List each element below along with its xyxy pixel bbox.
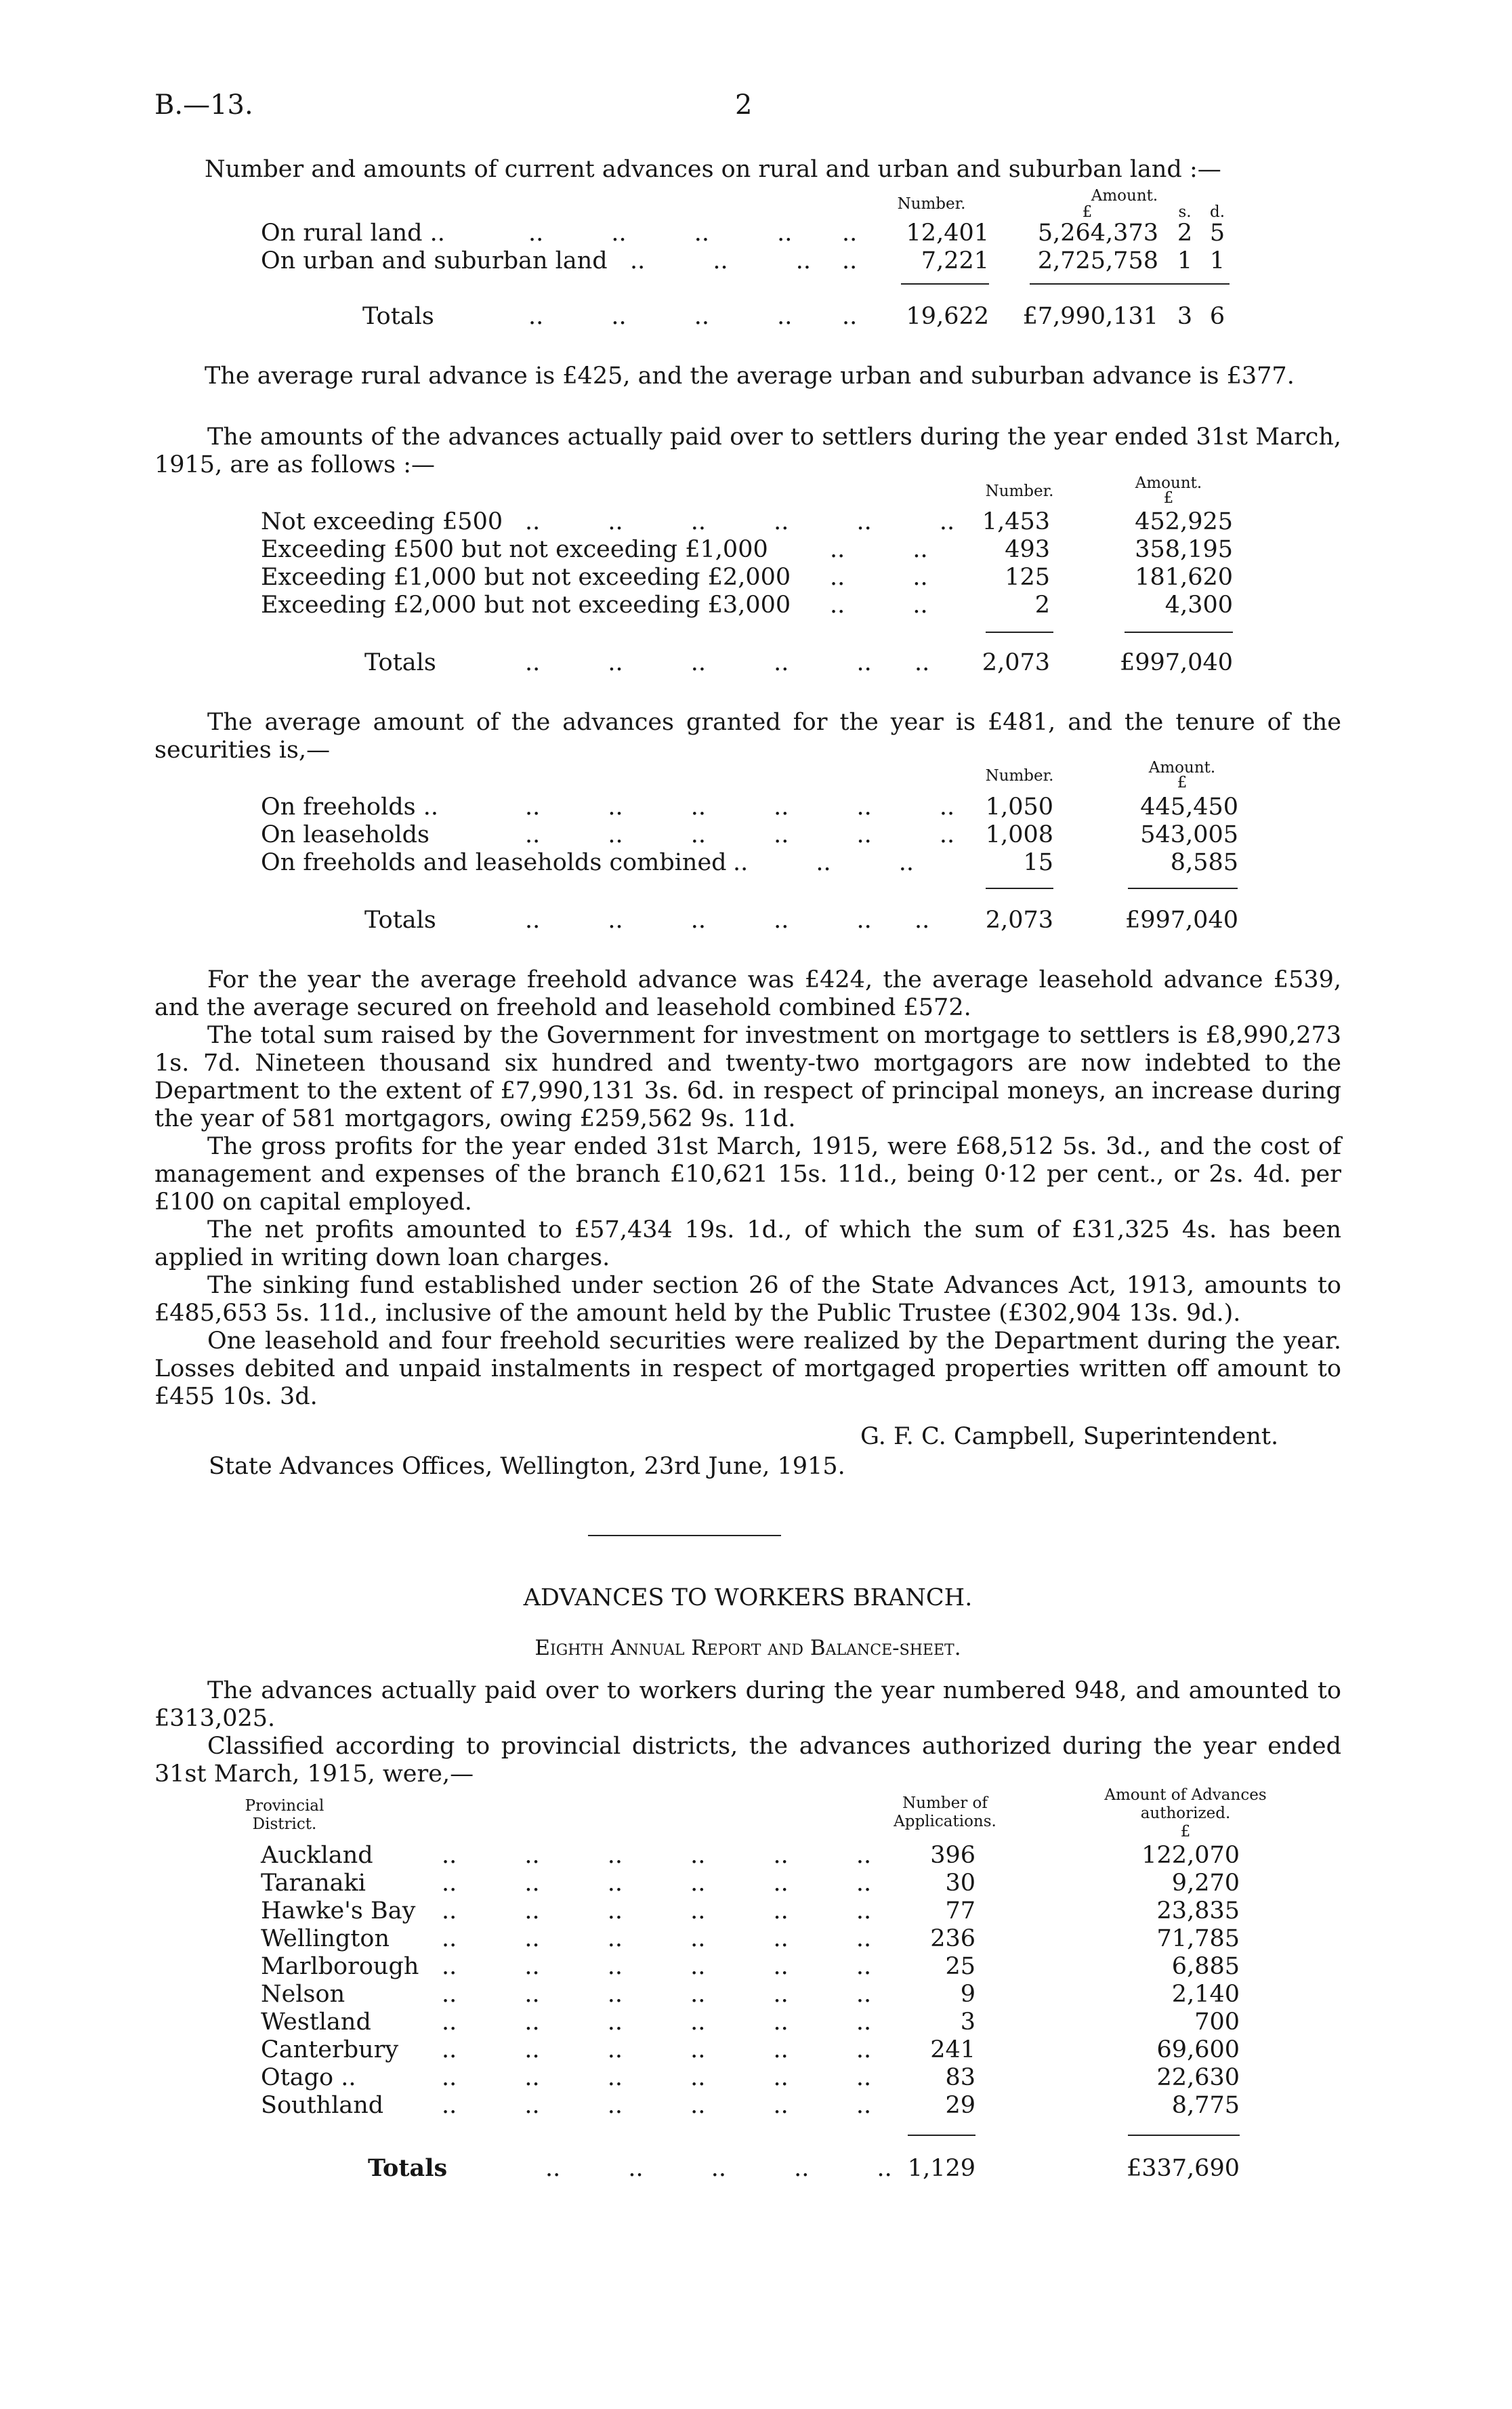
col-amount-header: Amount. [1091,187,1158,205]
row-label: Not exceeding £500 [261,508,503,535]
row-label: On leaseholds [261,821,429,848]
row-leader-dots: .. .. .. [733,849,915,876]
district-number: 29 [945,2092,975,2119]
district-number: 30 [945,1870,975,1897]
col-number-header: Number. [897,195,966,213]
district-number: 25 [945,1953,975,1980]
row-leader-dots: .. .. .. .. .. .. [442,1953,872,1980]
row-number: 1,453 [982,508,1050,535]
district-label: Nelson [261,1981,345,2008]
row-number: 493 [1005,536,1050,563]
district-number: 3 [960,2009,975,2036]
total-rule [1128,2135,1240,2136]
row-leader-dots: .. .. .. .. [528,220,793,247]
row-leader-dots: .. .. .. .. .. [545,2155,892,2182]
row-leader-dots: .. .. .. .. .. .. [442,2092,872,2119]
row-pounds: 5,264,373 [1037,220,1158,247]
district-amount: 69,600 [1156,2036,1240,2063]
row-label: Exceeding £2,000 but not exceeding £3,000 [261,592,791,619]
district-amount: 9,270 [1171,1870,1240,1897]
tenure-intro: The average amount of the advances granted for the year is £481, and the tenure of the securities is,— [154,709,1341,764]
paragraph-securities-realized: One leasehold and four freehold securities were realized by the Department during the year. Losses debited and unpaid instalments in respect of mortgaged properties written off amount to £455 10s. 3d. [154,1327,1341,1410]
row-shillings: 1 [1177,247,1193,274]
district-amount: 8,775 [1171,2092,1240,2119]
current-advances-intro: Number and amounts of current advances on rural and urban and suburban land :— [205,156,1221,183]
row-leader-dots: .. .. .. .. .. [525,907,872,934]
row-number: 1,050 [985,794,1053,821]
district-amount: 23,835 [1156,1897,1240,1924]
col-amount-header: Amount of Advances authorized. [1104,1786,1267,1822]
row-pence: 1 [1209,247,1225,274]
paragraph-sinking-fund: The sinking fund established under section 26 of the State Advances Act, 1913, amounts to £485,653 5s. 11d., inclusive of the amount held by the Public Trustee (£302,904 13s. 9d.). [154,1272,1341,1327]
district-label: Auckland [261,1842,373,1869]
row-amount: 543,005 [1140,821,1238,848]
total-rule [1128,888,1238,889]
row-amount: 358,195 [1135,536,1233,563]
district-label: Otago .. [261,2064,356,2091]
workers-paragraph-classified: Classified according to provincial districts, the advances authorized during the year ended 31st March, 1915, were,— [154,1733,1341,1788]
row-amount: 445,450 [1140,794,1238,821]
row-leader-dots: .. .. .. .. .. .. [442,1870,872,1897]
total-amount: £997,040 [1119,649,1233,676]
unit-pound: £ [1177,774,1188,791]
row-leader-dots: .. .. [830,536,928,563]
row-amount: 181,620 [1135,564,1233,591]
col-amount-header: Amount. [1135,474,1202,492]
col-number-header: Number. [985,482,1054,500]
row-number: 12,401 [906,220,989,247]
unit-pound: £ [1082,203,1093,221]
row-amount: 452,925 [1135,508,1233,535]
paragraph-net-profits: The net profits amounted to £57,434 19s. 1d., of which the sum of £31,325 4s. has been applied in writing down loan charges. [154,1216,1341,1271]
col-number-header: Number. [985,767,1054,785]
row-number: 125 [1005,564,1050,591]
row-shillings: 2 [1177,220,1193,247]
row-leader-dots: .. .. .. .. .. .. [442,2064,872,2091]
row-amount: 4,300 [1164,592,1233,619]
row-number: 7,221 [921,247,989,274]
row-leader-dots: .. [915,907,930,934]
district-label: Southland [261,2092,384,2119]
district-number: 396 [930,1842,975,1869]
district-amount: 22,630 [1156,2064,1240,2091]
district-number: 77 [945,1897,975,1924]
paragraph-gross-profits: The gross profits for the year ended 31st March, 1915, were £68,512 5s. 3d., and the cost of management and expenses of the branch £10,621 15s. 11d., being 0·12 per cent., or 2s. 4d. per £100 on capital employed. [154,1133,1341,1216]
district-number: 241 [930,2036,975,2063]
row-pounds: 2,725,758 [1037,247,1158,274]
row-leader-dots: .. .. .. .. .. .. [525,821,955,848]
row-leader-dots: .. .. .. .. .. .. [442,2036,872,2063]
workers-paragraph-paid: The advances actually paid over to workers during the year numbered 948, and amounted to £313,025. [154,1677,1341,1732]
total-rule [1125,632,1233,633]
row-leader-dots: .. .. .. .. .. .. [442,1925,872,1952]
total-rule [986,888,1053,889]
total-amount: £997,040 [1125,907,1238,934]
row-number: 1,008 [985,821,1053,848]
total-rule [1030,283,1230,285]
total-amount: £337,690 [1126,2155,1240,2182]
row-leader-dots: .. .. .. .. .. .. [442,1842,872,1869]
row-label: Exceeding £1,000 but not exceeding £2,000 [261,564,791,591]
total-number: 2,073 [985,907,1053,934]
unit-pence: d. [1209,203,1225,221]
total-number: 19,622 [906,303,989,330]
district-label: Canterbury [261,2036,399,2063]
row-leader-dots: .. .. .. .. .. .. [525,794,955,821]
district-label: Westland [261,2009,371,2036]
row-leader-dots: .. [842,247,858,274]
district-number: 83 [945,2064,975,2091]
unit-pound: £ [1163,489,1174,507]
col-district-header: Provincial District. [245,1797,324,1833]
row-label: On rural land .. [261,220,445,247]
row-leader-dots: .. .. .. .. .. [525,649,872,676]
paragraph-total-sum: The total sum raised by the Government for investment on mortgage to settlers is £8,990,273 1s. 7d. Nineteen thousand six hundred and twenty-two mortgagors are now indebted to the Department to the extent of £7,990,131 3s. 6d. in respect of principal moneys, an increase during the year of 581 mortgagors, owing £259,562 9s. 11d. [154,1022,1341,1132]
district-amount: 2,140 [1171,1981,1240,2008]
district-amount: 6,885 [1171,1953,1240,1980]
paragraph-average-freehold: For the year the average freehold advance was £424, the average leasehold advance £539, and the average secured on freehold and leasehold combined £572. [154,966,1341,1021]
row-amount: 8,585 [1170,849,1238,876]
average-rural-paragraph: The average rural advance is £425, and the average urban and suburban advance is £377. [205,363,1295,390]
row-leader-dots: .. .. .. .. .. .. [442,2009,872,2036]
row-leader-dots: .. .. [830,564,928,591]
district-number: 236 [930,1925,975,1952]
district-label: Taranaki [261,1870,366,1897]
workers-heading: ADVANCES TO WORKERS BRANCH. [523,1584,973,1611]
row-number: 2 [1034,592,1050,619]
total-rule [908,2135,975,2136]
total-number: 2,073 [982,649,1050,676]
row-leader-dots: .. [842,303,858,330]
district-label: Wellington [261,1925,390,1952]
row-leader-dots: .. [842,220,858,247]
document-reference: B.—13. [154,89,253,121]
workers-subheading: Eighth Annual Report and Balance-sheet. [534,1636,961,1660]
total-label: Totals [368,2154,448,2182]
district-number: 9 [960,1981,975,2008]
total-label: Totals [362,303,434,330]
row-leader-dots: .. .. [830,592,928,619]
unit-pound: £ [1180,1823,1191,1840]
page-number: 2 [735,89,753,121]
total-rule [901,283,989,285]
col-amount-header: Amount. [1148,759,1216,777]
row-leader-dots: .. .. .. .. [528,303,793,330]
row-number: 15 [1023,849,1053,876]
district-amount: 71,785 [1156,1925,1240,1952]
district-label: Hawke's Bay [261,1897,416,1924]
row-pence: 5 [1209,220,1225,247]
row-label: On freeholds .. [261,794,439,821]
signature: G. F. C. Campbell, Superintendent. [860,1423,1279,1450]
row-label: On freeholds and leaseholds combined [261,849,727,876]
unit-shillings: s. [1178,203,1192,221]
row-leader-dots: .. .. .. .. .. .. [525,508,955,535]
row-leader-dots: .. [915,649,930,676]
total-pounds: £7,990,131 [1022,303,1158,330]
office-date-line: State Advances Offices, Wellington, 23rd June, 1915. [209,1453,845,1480]
total-label: Totals [364,649,436,676]
total-number: 1,129 [907,2155,975,2182]
col-applications-header: Number of Applications. [894,1794,996,1830]
section-divider [588,1535,781,1536]
row-label: Exceeding £500 but not exceeding £1,000 [261,536,768,563]
row-leader-dots: .. .. .. .. .. .. [442,1897,872,1924]
district-amount: 122,070 [1141,1842,1240,1869]
row-label: On urban and suburban land [261,247,608,274]
district-label: Marlborough [261,1953,419,1980]
paid-advances-intro: The amounts of the advances actually paid over to settlers during the year ended 31st March, 1915, are as follows :— [154,424,1341,478]
total-label: Totals [364,907,436,934]
row-leader-dots: .. .. .. [630,247,812,274]
district-amount: 700 [1194,2009,1240,2036]
row-leader-dots: .. .. .. .. .. .. [442,1981,872,2008]
total-rule [986,632,1053,633]
total-shillings: 3 [1177,303,1193,330]
total-pence: 6 [1209,303,1225,330]
